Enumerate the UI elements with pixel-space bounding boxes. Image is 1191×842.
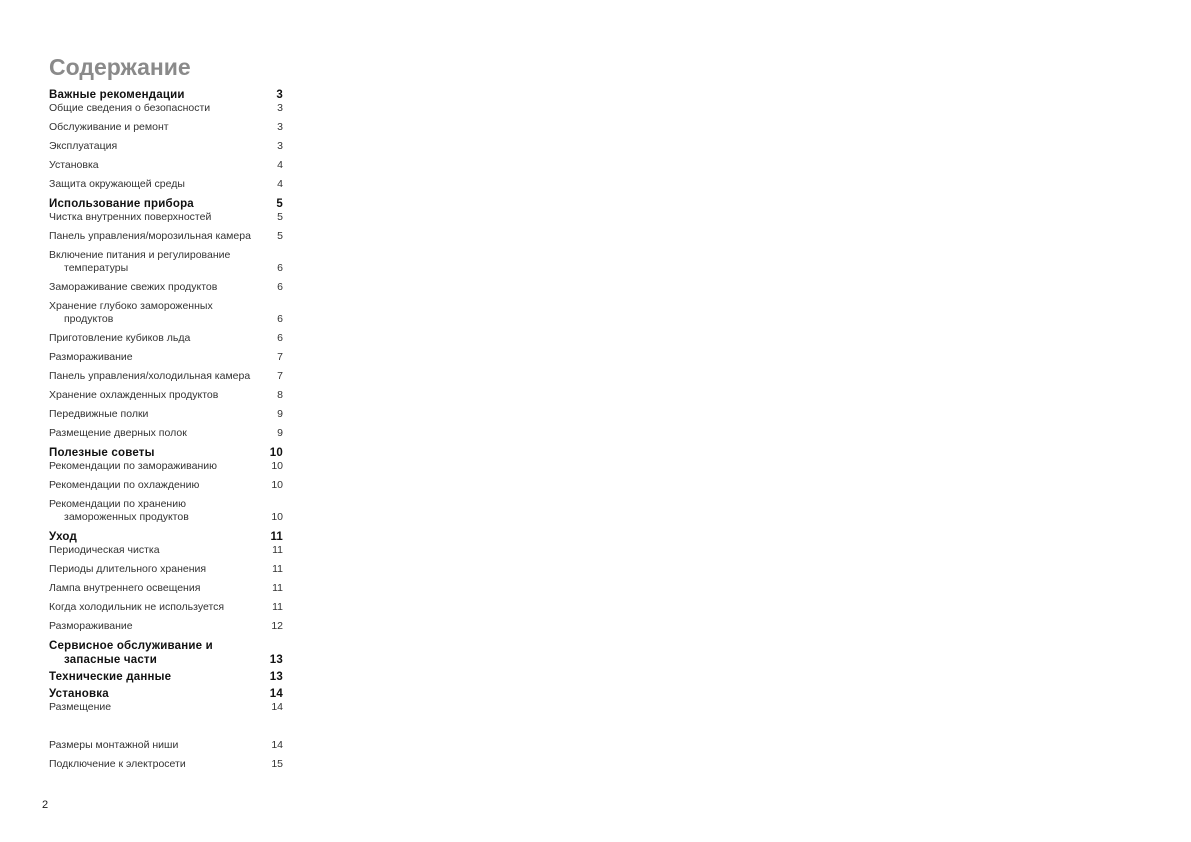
toc-entry-label xyxy=(49,544,283,557)
toc-page-number: 3 xyxy=(277,140,283,152)
toc-page-number: 10 xyxy=(271,511,283,523)
page-number: 2 xyxy=(42,799,49,811)
toc-entry-label-line: Когда холодильник не используется xyxy=(49,601,225,613)
toc-entry xyxy=(49,102,283,115)
toc-entry-label xyxy=(49,88,283,102)
toc-entry-label-continuation: запасные части xyxy=(64,654,158,666)
toc-page-number: 13 xyxy=(269,671,283,683)
toc-entry-label-line: Рекомендации по хранению xyxy=(49,498,186,510)
toc-entry-label-line: Общие сведения о безопасности xyxy=(49,102,211,114)
toc-entry-label xyxy=(49,582,283,595)
toc-entry-label-line: Рекомендации по замораживанию xyxy=(49,460,217,472)
toc-entry xyxy=(49,479,283,492)
toc-entry-label-line: Панель управления/холодильная камера xyxy=(49,370,251,382)
toc-page-number: 10 xyxy=(269,447,283,459)
toc-page-number: 3 xyxy=(277,121,283,133)
toc-page-number: 5 xyxy=(277,211,283,223)
toc-entry-label-line: Периодическая чистка xyxy=(49,544,160,556)
toc-entry-label xyxy=(49,102,283,115)
toc-entry-label-line: Чистка внутренних поверхностей xyxy=(49,211,212,223)
toc-page-number: 10 xyxy=(271,479,283,491)
toc-entry xyxy=(49,121,283,134)
toc-entry-label xyxy=(49,758,283,771)
toc-page-number: 5 xyxy=(277,230,283,242)
toc-entry-label xyxy=(49,300,283,326)
toc-entry-label-line: Технические данные xyxy=(49,671,172,683)
toc-page-number: 4 xyxy=(277,178,283,190)
toc-entry-label-line: Размещение дверных полок xyxy=(49,427,187,439)
toc-entry-label-line: Защита окружающей среды xyxy=(49,178,185,190)
toc-entry-label xyxy=(49,121,283,134)
toc-page-number: 11 xyxy=(272,582,283,594)
toc-entry-label-line: Размораживание xyxy=(49,351,133,363)
toc-entry-label xyxy=(49,601,283,614)
table-of-contents xyxy=(49,88,283,771)
toc-entry-label xyxy=(49,460,283,473)
toc-entry-label xyxy=(49,670,283,684)
toc-entry-label xyxy=(49,498,283,524)
toc-entry-label-line: Хранение глубоко замороженных xyxy=(49,300,213,312)
toc-entry-label-line: Полезные советы xyxy=(49,447,155,459)
toc-page-number: 3 xyxy=(277,102,283,114)
toc-section-heading xyxy=(49,88,283,102)
toc-entry-label-line: Приготовление кубиков льда xyxy=(49,332,191,344)
toc-page-number: 9 xyxy=(277,427,283,439)
toc-entry xyxy=(49,582,283,595)
toc-section-heading xyxy=(49,530,283,544)
toc-entry-label-line: Уход xyxy=(49,531,77,543)
toc-page-number: 6 xyxy=(277,262,283,274)
toc-entry-label-continuation: продуктов xyxy=(64,313,114,325)
toc-entry xyxy=(49,427,283,440)
toc-entry-label xyxy=(49,211,283,224)
toc-entry-label xyxy=(49,159,283,172)
toc-section-heading xyxy=(49,670,283,684)
toc-entry xyxy=(49,601,283,614)
toc-section-heading xyxy=(49,687,283,701)
toc-entry xyxy=(49,351,283,364)
toc-entry-label xyxy=(49,230,283,243)
toc-entry-label xyxy=(49,446,283,460)
toc-entry-label xyxy=(49,332,283,345)
toc-entry xyxy=(49,498,283,524)
toc-entry xyxy=(49,211,283,224)
toc-entry-label-line: Размеры монтажной ниши xyxy=(49,739,179,751)
toc-entry-label xyxy=(49,620,283,633)
toc-entry-label-continuation: температуры xyxy=(64,262,129,274)
toc-entry xyxy=(49,739,283,752)
toc-page-number: 14 xyxy=(269,688,283,700)
toc-entry xyxy=(49,563,283,576)
toc-page-number: 7 xyxy=(277,351,283,363)
toc-entry-label-line: Использование прибора xyxy=(49,198,194,210)
toc-entry-label xyxy=(49,563,283,576)
toc-page-number: 4 xyxy=(277,159,283,171)
toc-entry-label xyxy=(49,479,283,492)
toc-entry xyxy=(49,159,283,172)
toc-entry xyxy=(49,701,283,714)
toc-entry xyxy=(49,370,283,383)
toc-entry-label xyxy=(49,389,283,402)
toc-section-heading xyxy=(49,446,283,460)
toc-page-number: 8 xyxy=(277,389,283,401)
toc-entry xyxy=(49,300,283,326)
toc-page-number: 11 xyxy=(272,563,283,575)
toc-page-number: 14 xyxy=(271,739,283,751)
toc-entry xyxy=(49,620,283,633)
toc-entry xyxy=(49,281,283,294)
toc-entry-label-line: Периоды длительного хранения xyxy=(49,563,207,575)
toc-entry-label-line: Размещение xyxy=(49,701,112,713)
toc-section-heading xyxy=(49,639,283,667)
toc-page-number: 6 xyxy=(277,313,283,325)
toc-entry xyxy=(49,178,283,191)
toc-page-number: 10 xyxy=(271,460,283,472)
toc-entry-label xyxy=(49,530,283,544)
toc-entry-label-line: Панель управления/морозильная камера xyxy=(49,230,251,242)
toc-entry xyxy=(49,230,283,243)
toc-entry xyxy=(49,332,283,345)
toc-page-number: 5 xyxy=(276,198,283,210)
toc-entry-label-line: Хранение охлажденных продуктов xyxy=(49,389,219,401)
toc-entry-label xyxy=(49,427,283,440)
toc-page-number: 3 xyxy=(276,89,283,101)
page-title: Содержание xyxy=(49,54,191,80)
toc-entry xyxy=(49,544,283,557)
toc-entry-label-line: Важные рекомендации xyxy=(49,89,185,101)
toc-entry-label-line: Установка xyxy=(49,159,99,171)
toc-entry-label-line: Эксплуатация xyxy=(49,140,118,152)
toc-entry-label-continuation: замороженных продуктов xyxy=(64,511,189,523)
toc-entry-label-line: Обслуживание и ремонт xyxy=(49,121,169,133)
toc-entry-label-line: Передвижные полки xyxy=(49,408,149,420)
toc-entry-label xyxy=(49,739,283,752)
toc-entry-label xyxy=(49,197,283,211)
toc-page-number: 13 xyxy=(269,654,283,666)
toc-entry-label-line: Включение питания и регулирование xyxy=(49,249,231,261)
toc-entry-label xyxy=(49,408,283,421)
toc-page-number: 7 xyxy=(277,370,283,382)
toc-page-number: 9 xyxy=(277,408,283,420)
toc-entry-label-line: Сервисное обслуживание и xyxy=(49,640,213,652)
toc-entry-label xyxy=(49,370,283,383)
toc-entry-label xyxy=(49,351,283,364)
toc-entry xyxy=(49,389,283,402)
toc-entry-label-line: Подключение к электросети xyxy=(49,758,186,770)
toc-entry-label-line: Рекомендации по охлаждению xyxy=(49,479,200,491)
toc-entry-label xyxy=(49,687,283,701)
toc-entry xyxy=(49,758,283,771)
toc-page-number: 11 xyxy=(272,601,283,613)
toc-entry xyxy=(49,460,283,473)
toc-page-number: 14 xyxy=(271,701,283,713)
toc-entry-label xyxy=(49,178,283,191)
toc-entry xyxy=(49,140,283,153)
toc-entry-label xyxy=(49,140,283,153)
toc-entry xyxy=(49,249,283,275)
toc-page-number: 6 xyxy=(277,332,283,344)
toc-entry-label xyxy=(49,701,283,714)
toc-entry-label xyxy=(49,639,283,667)
toc-entry-label-line: Лампа внутреннего освещения xyxy=(49,582,201,594)
toc-entry-label-line: Размораживание xyxy=(49,620,133,632)
toc-page-number: 12 xyxy=(271,620,283,632)
toc-entry-label xyxy=(49,281,283,294)
toc-entry xyxy=(49,408,283,421)
toc-section-heading xyxy=(49,197,283,211)
toc-page-number: 6 xyxy=(277,281,283,293)
toc-entry-label-line: Установка xyxy=(49,688,109,700)
toc-page-number: 15 xyxy=(271,758,283,770)
toc-page-number: 11 xyxy=(272,544,283,556)
toc-page-number: 11 xyxy=(270,531,283,543)
toc-entry-label xyxy=(49,249,283,275)
toc-entry-label-line: Замораживание свежих продуктов xyxy=(49,281,218,293)
